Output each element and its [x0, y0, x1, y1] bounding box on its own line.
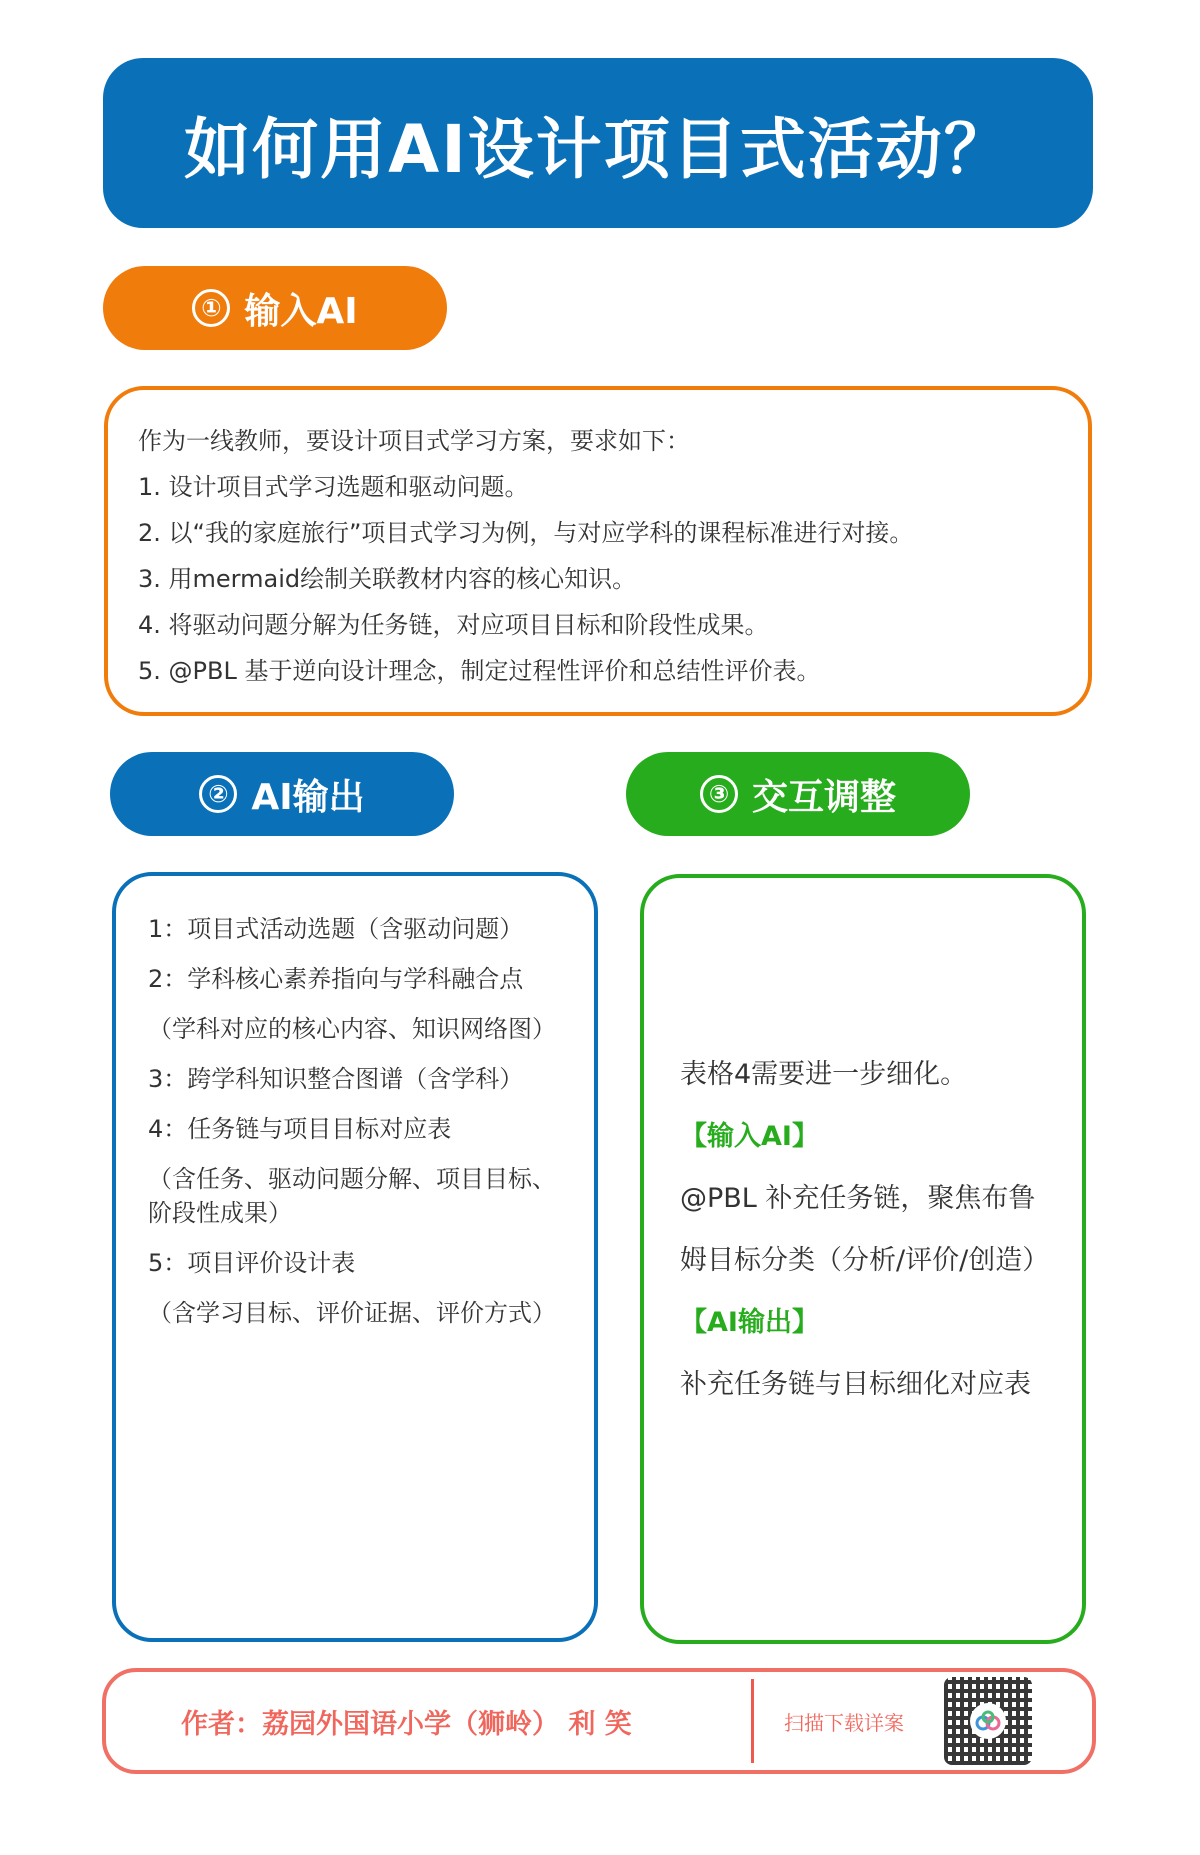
- step-2-label: AI输出: [251, 776, 365, 818]
- adjust-line: @PBL 补充任务链，聚焦布鲁姆目标分类（分析/评价/创造）: [680, 1183, 1050, 1276]
- step-3-number: ③: [700, 775, 738, 813]
- step-2-pill: [110, 752, 454, 836]
- page-title: 如何用AI设计项目式活动？: [184, 110, 1012, 188]
- output-line: 5：项目评价设计表: [148, 1249, 356, 1277]
- output-line: 2：学科核心素养指向与学科融合点: [148, 965, 524, 993]
- step-1-label: 输入AI: [244, 290, 358, 332]
- step-1-pill: [103, 266, 447, 350]
- adjust-line: 表格4需要进一步细化。: [680, 1059, 968, 1090]
- input-line: 3. 用mermaid绘制关联教材内容的核心知识。: [138, 565, 637, 593]
- interactive-adjust-box: [640, 874, 1086, 1644]
- footer-divider: [751, 1679, 754, 1763]
- tag-input-ai: 【输入AI】: [680, 1121, 819, 1152]
- input-line: 4. 将驱动问题分解为任务链，对应项目目标和阶段性成果。: [138, 611, 769, 639]
- ai-output-box: [112, 872, 598, 1642]
- output-line: 1：项目式活动选题（含驱动问题）: [148, 915, 524, 943]
- input-line: 作为一线教师，要设计项目式学习方案，要求如下：: [138, 427, 690, 455]
- output-subline: （含学习目标、评价证据、评价方式）: [148, 1299, 556, 1327]
- input-line: 2. 以“我的家庭旅行”项目式学习为例，与对应学科的课程标准进行对接。: [138, 519, 914, 547]
- output-subline: （含任务、驱动问题分解、项目目标、阶段性成果）: [148, 1165, 556, 1227]
- scan-label: 扫描下载详案: [784, 1710, 904, 1735]
- input-line: 1. 设计项目式学习选题和驱动问题。: [138, 473, 529, 501]
- step-2-number: ②: [199, 775, 237, 813]
- qr-logo-icon: [970, 1703, 1006, 1739]
- footer-bar: [102, 1668, 1096, 1774]
- output-subline: （学科对应的核心内容、知识网络图）: [148, 1015, 556, 1043]
- title-banner: [103, 58, 1093, 228]
- input-line: 5. @PBL 基于逆向设计理念，制定过程性评价和总结性评价表。: [138, 657, 821, 685]
- author-credit: 作者：荔园外国语小学（狮岭） 利 笑: [181, 1708, 632, 1740]
- step-1-number: ①: [192, 289, 230, 327]
- adjust-line: 补充任务链与目标细化对应表: [680, 1369, 1031, 1400]
- step-3-label: 交互调整: [751, 776, 896, 818]
- step-3-pill: [626, 752, 970, 836]
- qr-code-icon[interactable]: [944, 1677, 1032, 1765]
- input-prompt-box: [104, 386, 1092, 716]
- tag-ai-output: 【AI输出】: [680, 1307, 819, 1338]
- output-line: 3：跨学科知识整合图谱（含学科）: [148, 1065, 524, 1093]
- output-line: 4：任务链与项目目标对应表: [148, 1115, 452, 1143]
